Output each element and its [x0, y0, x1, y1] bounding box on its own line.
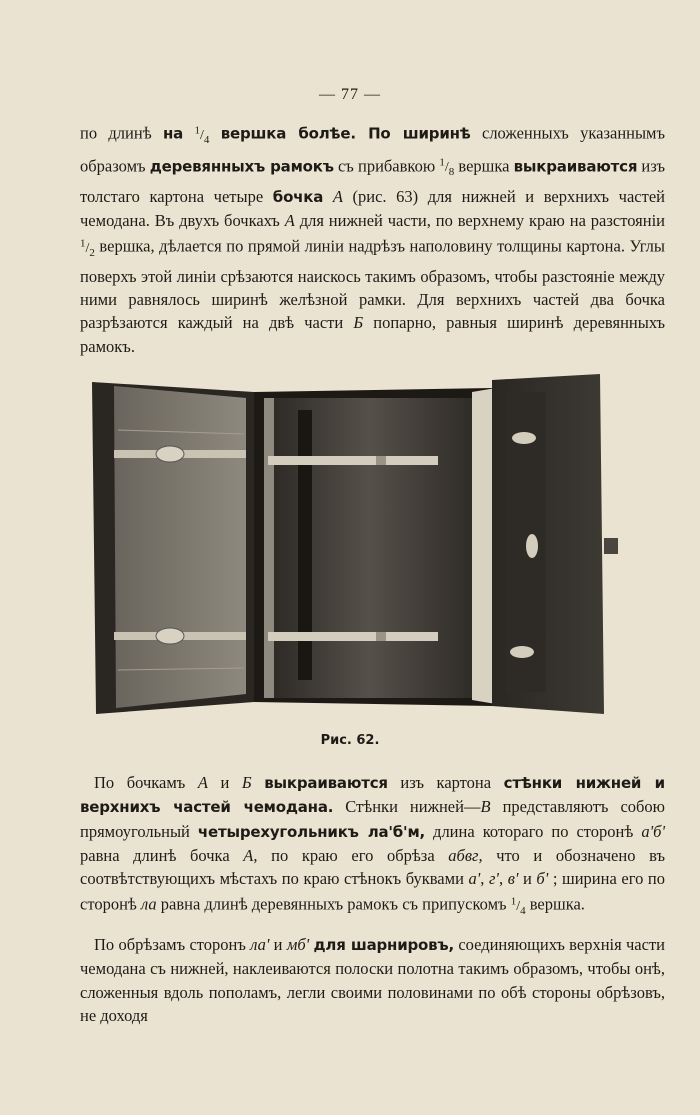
text-run: (рис. 63) для нижней и верхнихъ частей чемодана. Въ двухъ бочкахъ	[80, 186, 665, 230]
text-run: для нижней части, по верхнему краю на разстояніи	[294, 210, 665, 230]
text-run: вершка	[454, 156, 514, 176]
bold-run: на	[163, 124, 184, 143]
italic-letter: А	[197, 773, 208, 792]
italic-letter: мб'	[286, 935, 310, 954]
fraction-denominator: 4	[520, 904, 526, 917]
fraction: $^1/_8$	[439, 156, 455, 179]
paragraph-1	[80, 119, 665, 358]
text-run: равна длинѣ бочка	[80, 845, 244, 865]
left-lid	[92, 382, 254, 714]
bold-run: деревянныхъ рамокъ	[149, 157, 334, 176]
bold-run: четырехугольникъ ла'б'м,	[197, 822, 426, 841]
italic-letter: г'	[489, 869, 499, 889]
base-interior	[254, 388, 492, 706]
right-lid	[472, 374, 618, 714]
italic-letter: в'	[507, 869, 519, 889]
text-run	[252, 773, 265, 792]
italic-letter: А,	[243, 845, 258, 865]
italic-letter: А	[284, 210, 295, 230]
italic-letter: А	[332, 186, 343, 206]
fraction-numerator: 1	[80, 237, 86, 250]
paragraph-3	[80, 933, 665, 1027]
fraction: $^1/_4$	[194, 124, 210, 146]
text-run: и	[207, 773, 242, 792]
fraction-denominator: 2	[89, 246, 95, 259]
fraction-numerator: 1	[194, 124, 200, 136]
italic-letter: абвг,	[448, 845, 483, 865]
bold-run: для шарнировъ,	[313, 936, 455, 954]
bold-run: вершка болѣе. По ширинѣ	[220, 124, 471, 143]
fraction: $^1/_4$	[510, 895, 526, 917]
text-run: что и обозначено въ соотвѣтствующихъ мѣстахъ по краю стѣнокъ буквами	[80, 845, 666, 889]
text-run: попарно, равныя ширинѣ деревянныхъ рамокъ.	[80, 313, 665, 356]
fraction: $^1/_2$	[80, 237, 95, 259]
text-run: соединяющихъ верхнія части чемодана съ нижней, наклеиваются полоски полотна такимъ образомъ, чтобы онѣ, сложенныя вдоль пополамъ, легли своими половинами по обѣ стороны обрѣзовъ, не доходя	[80, 935, 665, 1025]
text-run: представляютъ собою прямоугольный	[80, 797, 666, 841]
italic-letter: ла	[140, 895, 157, 915]
text-run: изъ толстаго картона четыре	[80, 156, 666, 206]
figure-caption: Рис. 62.	[320, 733, 380, 748]
text-run: и	[518, 869, 537, 889]
bold-run: выкраиваются	[264, 774, 388, 792]
text-run: по краю его обрѣза	[257, 845, 449, 865]
bold-run: бочка	[272, 187, 324, 206]
text-run: сложенныхъ указаннымъ образомъ	[80, 123, 666, 176]
text-run: ,	[498, 869, 508, 889]
text-run: По бочкамъ	[94, 773, 198, 792]
paragraph-2	[80, 771, 665, 923]
text-run: ,	[480, 869, 489, 889]
italic-letter: а'	[468, 869, 481, 889]
fraction-numerator: 1	[510, 895, 517, 908]
italic-letter: Б	[241, 773, 252, 792]
text-run: по длинѣ	[80, 123, 164, 143]
text-run: Стѣнки нижней—	[333, 797, 481, 817]
text-run: равна длинѣ деревянныхъ рамокъ съ припускомъ	[156, 895, 511, 915]
text-run: и	[269, 935, 287, 954]
text-run: ; ширина его по сторонѣ	[80, 869, 665, 915]
bold-run: выкраиваются	[513, 157, 638, 176]
bold-run: стѣнки нижней и верхнихъ частей чемодана.	[80, 774, 665, 817]
text-run: вершка.	[525, 895, 585, 915]
italic-letter: а'б'	[641, 821, 665, 841]
italic-letter: б'	[536, 869, 549, 889]
fraction-numerator: 1	[439, 156, 445, 169]
text-run: изъ картона	[387, 773, 504, 792]
page-number: — 77 —	[319, 86, 381, 103]
fraction-denominator: 8	[448, 166, 455, 179]
text-run: По обрѣзамъ сторонъ	[94, 935, 251, 954]
text-run: длина котораго по сторонѣ	[425, 821, 642, 841]
italic-letter: В	[480, 797, 491, 817]
fraction-denominator: 4	[203, 133, 210, 146]
text-run: съ прибавкою	[333, 156, 440, 176]
text-run: вершка, дѣлается по прямой линіи надрѣзъ наполовину толщины картона. Углы поверхъ этой линіи срѣзаются наискось такимъ образомъ, чтобы разстояніе между ними равнялось ширинѣ желѣзной рамки. Для верхнихъ частей два бочка разрѣзаются каждый на двѣ части	[80, 236, 665, 333]
suitcase-photo	[88, 370, 620, 720]
italic-letter: Б	[353, 313, 364, 333]
italic-letter: ла'	[250, 935, 270, 954]
